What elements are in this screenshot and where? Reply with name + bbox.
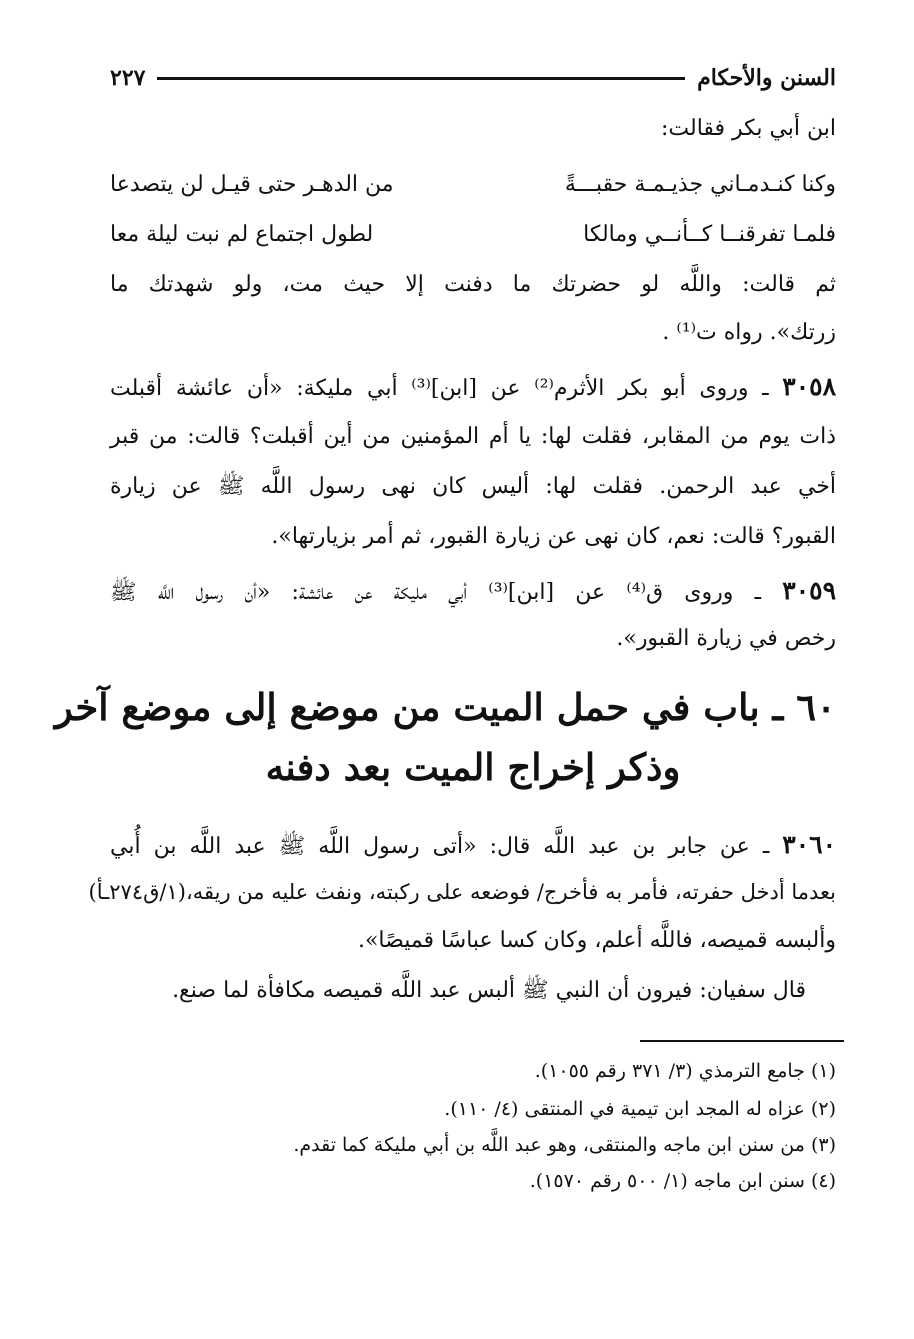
running-head	[110, 58, 836, 98]
hadith-text: ـ عن جابر بن عبد اللَّه قال: «أتى رسول اللَّه ﷺ عبد اللَّه بن أُبي	[110, 834, 770, 859]
text-line: ابن أبي بكر فقالت:	[660, 116, 836, 141]
text-line: أخي عبد الرحمن. فقلت لها: أليس كان نهى رسول اللَّه ﷺ عن زيارة	[110, 474, 836, 499]
poem-verse	[110, 172, 836, 202]
text-line: ذات يوم من المقابر، فقلت لها: يا أم المؤمنين من أين أقبلت؟ قالت: من قبر	[110, 424, 836, 449]
page-number: ٢٢٧	[110, 65, 146, 91]
verse-hemistich: لطول اجتماع لم نبت ليلة معا	[110, 222, 374, 247]
hadith-text: ـ وروى أبو بكر الأثرم⁽²⁾ عن [ابن]⁽³⁾ أبي مليكة: «أن عائشة أقبلت	[110, 376, 769, 401]
poem-verse	[110, 222, 836, 252]
text-line: وألبسه قميصه، فاللَّه أعلم، وكان كسا عباسًا قميصًا».	[357, 928, 836, 953]
footnote-rule	[640, 1040, 844, 1042]
hadith-3059-line	[110, 578, 836, 604]
hadith-number: ٣٠٥٨	[782, 372, 836, 401]
verse-hemistich: من الدهـر حتى قيـل لن يتصدعا	[110, 172, 394, 197]
text-line: زرتك». رواه ت⁽¹⁾ .	[662, 320, 836, 345]
footnote: (٤) سنن ابن ماجه (١/ ٥٠٠ رقم ١٥٧٠).	[529, 1170, 836, 1192]
text-line: رخص في زيارة القبور».	[616, 626, 836, 651]
text-line: بعدما أدخل حفرته، فأمر به فأخرج/ فوضعه على ركبته، ونفث عليه من ريقه،(١/ق٢٧٤ـأ)	[88, 880, 836, 904]
hadith-number: ٣٠٥٩	[782, 576, 836, 605]
chapter-heading: وذكر إخراج الميت بعد دفنه	[265, 745, 681, 789]
verse-hemistich: وكنا كنـدمـاني جذيـمـة حقبـــةً	[564, 172, 836, 197]
footnote: (٣) من سنن ابن ماجه والمنتقى، وهو عبد اللَّه بن أبي مليكة كما تقدم.	[293, 1134, 836, 1156]
hadith-3060-line	[110, 832, 836, 858]
book-title: السنن والأحكام	[697, 65, 836, 91]
footnote: (٢) عزاه له المجد ابن تيمية في المنتقى (٤/ ١١٠).	[444, 1098, 836, 1120]
text-line: ثم قالت: واللَّه لو حضرتك ما دفنت إلا حيث مت، ولو شهدتك ما	[110, 272, 836, 297]
hadith-number: ٣٠٦٠	[782, 830, 836, 859]
text-line: قال سفيان: فيرون أن النبي ﷺ ألبس عبد اللَّه قميصه مكافأة لما صنع.	[172, 978, 806, 1003]
hadith-text: ـ وروى ق⁽⁴⁾ عن [ابن]⁽³⁾ أبي مليكة عن عائشة: «أن رسول اللَّه ﷺ	[110, 580, 762, 605]
footnote: (١) جامع الترمذي (٣/ ٣٧١ رقم ١٠٥٥).	[534, 1060, 836, 1082]
text-line: القبور؟ قالت: نعم، كان نهى عن زيارة القبور، ثم أمر بزيارتها».	[271, 524, 836, 549]
chapter-heading: ٦٠ ـ باب في حمل الميت من موضع إلى موضع آخر	[54, 685, 836, 729]
hadith-3058-line	[110, 374, 836, 400]
header-rule	[157, 77, 685, 80]
verse-hemistich: فلمـا تفرقنــا كــأنــي ومالكا	[583, 222, 836, 247]
